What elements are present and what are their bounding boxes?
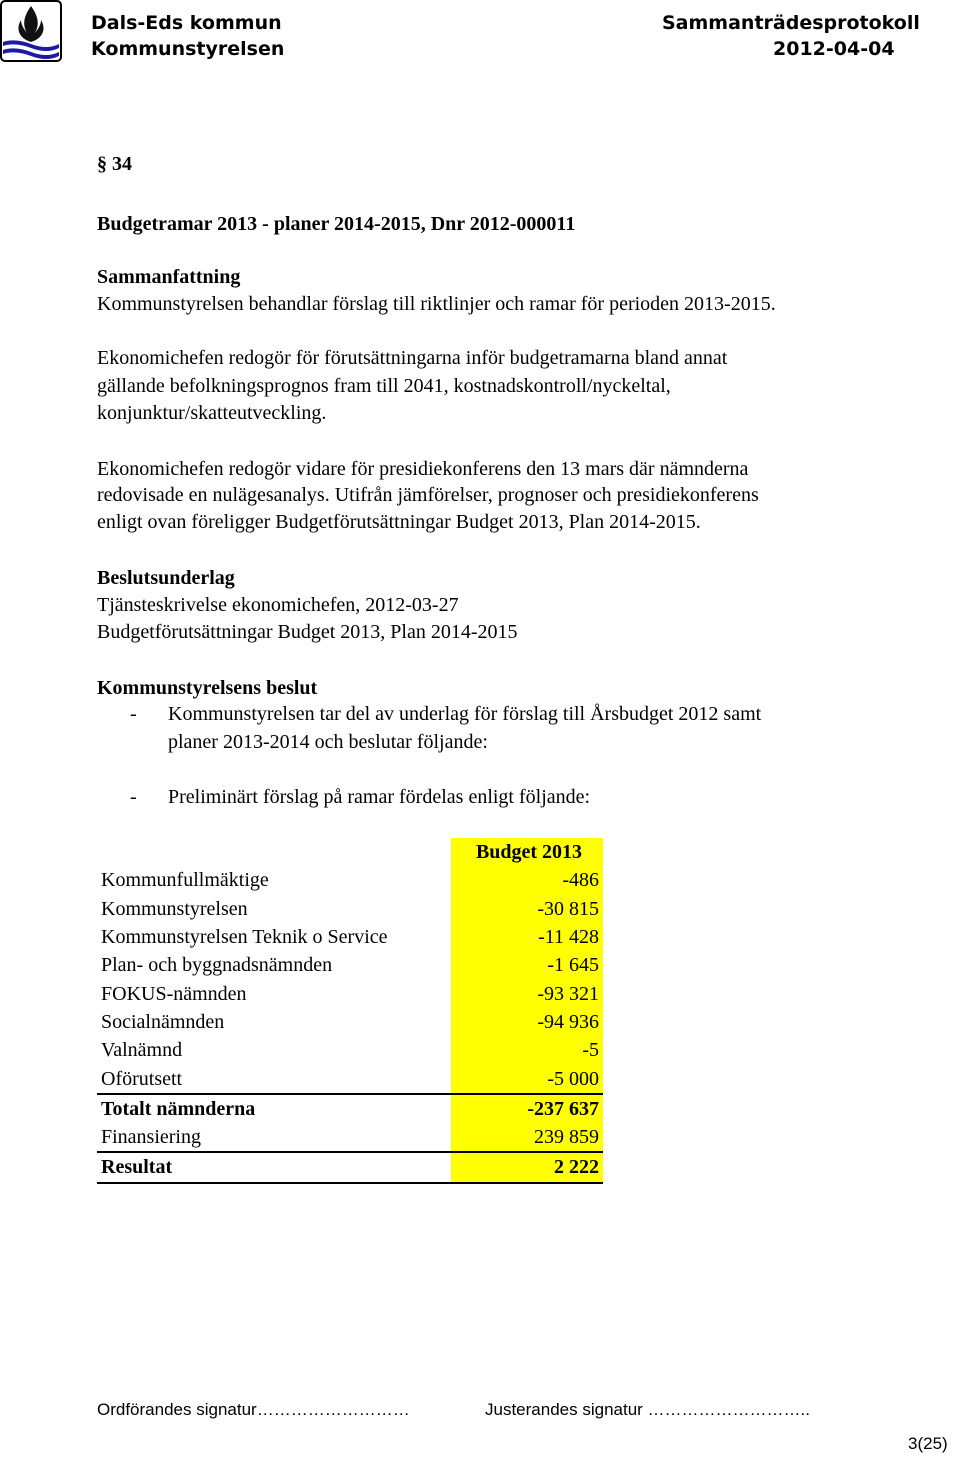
summary-paragraph-3-line-2: redovisade en nulägesanalys. Utifrån jämförelser, prognoser och presidiekonferens: [97, 484, 759, 506]
budget-column-header: Budget 2013: [451, 838, 603, 866]
table-row: [97, 979, 603, 1007]
basis-item-1: Tjänsteskrivelse ekonomichefen, 2012-03-27: [97, 594, 459, 616]
decision-bullet-1-dash: -: [130, 703, 137, 725]
row-value: -94 936: [451, 1008, 603, 1036]
table-row: [97, 923, 603, 951]
table-row-total: [97, 1094, 603, 1123]
row-value: -486: [451, 866, 603, 894]
row-value: -5 000: [451, 1064, 603, 1093]
basis-heading: Beslutsunderlag: [97, 567, 235, 589]
row-label: Plan- och byggnadsnämnden: [101, 954, 333, 977]
row-label: Valnämnd: [101, 1039, 183, 1062]
row-label: Resultat: [97, 1152, 451, 1182]
row-label: Finansiering: [97, 1123, 451, 1152]
row-label: Socialnämnden: [101, 1010, 225, 1033]
summary-paragraph-2-line-1: Ekonomichefen redogör för förutsättningarna inför budgetramarna bland annat: [97, 347, 728, 369]
decision-bullet-1-line-1: Kommunstyrelsen tar del av underlag för förslag till Årsbudget 2012 samt: [168, 703, 762, 725]
row-label: Kommunstyrelsen: [101, 897, 248, 920]
table-row: [97, 1064, 603, 1093]
summary-heading: Sammanfattning: [97, 266, 241, 288]
municipality-logo-icon: [0, 0, 62, 62]
table-row: [97, 866, 603, 894]
row-label: FOKUS-nämnden: [101, 982, 247, 1005]
table-row: [97, 1123, 603, 1152]
row-value: -11 428: [451, 923, 603, 951]
document-type: Sammanträdesprotokoll: [662, 12, 920, 34]
section-title: Budgetramar 2013 - planer 2014-2015, Dnr 2012-000011: [97, 213, 576, 235]
summary-paragraph-2-line-3: konjunktur/skatteutveckling.: [97, 402, 327, 424]
row-label: Totalt nämnderna: [101, 1097, 256, 1120]
row-label: Kommunfullmäktige: [101, 869, 269, 892]
summary-paragraph-2-line-2: gällande befolkningsprognos fram till 2041, kostnadskontroll/nyckeltal,: [97, 375, 671, 397]
table-header-row: [97, 838, 603, 866]
row-value: -30 815: [451, 895, 603, 923]
row-value: -1 645: [451, 951, 603, 979]
budget-table: [97, 838, 603, 1184]
decision-bullet-1-line-2: planer 2013-2014 och beslutar följande:: [168, 731, 488, 753]
document-date: 2012-04-04: [773, 38, 895, 60]
summary-paragraph-3-line-3: enligt ovan föreligger Budgetförutsättningar Budget 2013, Plan 2014-2015.: [97, 511, 701, 533]
org-name: Dals-Eds kommun: [91, 12, 282, 34]
row-value: -5: [451, 1036, 603, 1064]
row-value: 2 222: [451, 1152, 603, 1182]
table-row-result: [97, 1152, 603, 1182]
basis-item-2: Budgetförutsättningar Budget 2013, Plan 2014-2015: [97, 621, 518, 643]
summary-paragraph-1: Kommunstyrelsen behandlar förslag till riktlinjer och ramar för perioden 2013-2015.: [97, 293, 776, 315]
row-value: 239 859: [451, 1123, 603, 1152]
row-label: Kommunstyrelsen Teknik o Service: [101, 926, 388, 949]
department-name: Kommunstyrelsen: [91, 38, 285, 60]
section-number: § 34: [97, 153, 132, 175]
chair-signature-line: Ordförandes signatur………………………: [97, 1400, 410, 1419]
decision-heading: Kommunstyrelsens beslut: [97, 677, 318, 699]
row-value: -237 637: [451, 1094, 603, 1123]
adjuster-signature-line: Justerandes signatur ………………………..: [485, 1400, 810, 1419]
decision-bullet-2: Preliminärt förslag på ramar fördelas enligt följande:: [168, 786, 591, 808]
row-value: -93 321: [451, 979, 603, 1007]
table-row: [97, 951, 603, 979]
summary-paragraph-3-line-1: Ekonomichefen redogör vidare för presidiekonferens den 13 mars där nämnderna: [97, 458, 749, 480]
row-label: Oförutsett: [97, 1064, 451, 1093]
table-row: [97, 895, 603, 923]
table-row: [97, 1036, 603, 1064]
table-row: [97, 1008, 603, 1036]
decision-bullet-2-dash: -: [130, 786, 137, 808]
page-number: 3(25): [908, 1434, 948, 1453]
